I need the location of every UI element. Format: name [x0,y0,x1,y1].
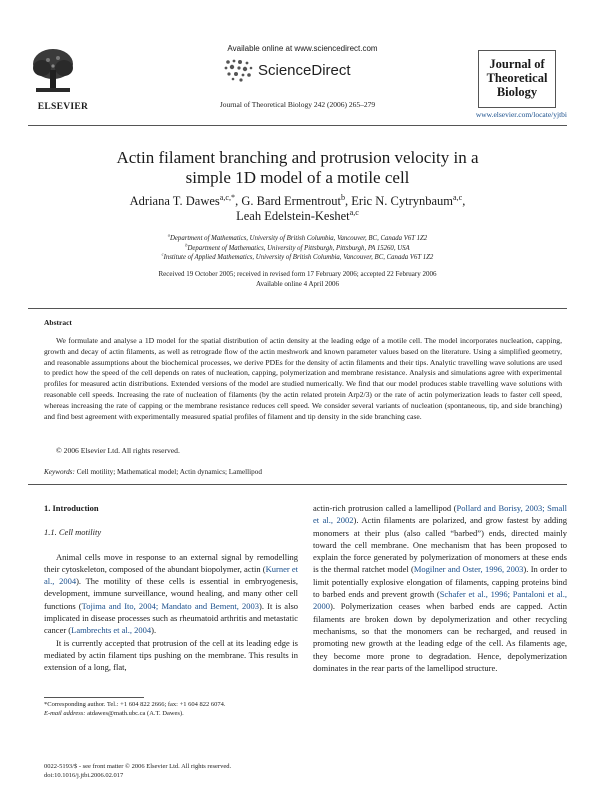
citation-link[interactable]: Pollard and Borisy, 2003; Small et al., 2002 [313,503,567,526]
paragraph-text: ). It is also implicated in disease processes such as rheumatoid arthritis and metastatic cancer ( [44,600,298,636]
author-name[interactable]: Adriana T. Dawes [129,194,220,208]
journal-logo-line: Theoretical [486,71,548,85]
body-paragraph [44,637,298,674]
email-address[interactable]: atdawes@math.ubc.ca (A.T. Dawes). [87,710,184,717]
author-name[interactable]: G. Bard Ermentrout [241,194,341,208]
citation-link[interactable]: Schafer et al., 1996; Pantaloni et al., 2000 [313,589,567,612]
keywords-bottom-rule [28,484,567,485]
author-separator: , [235,194,242,208]
journal-logo-line: Biology [496,85,538,99]
header-rule [28,125,567,126]
keywords-text: Cell motility; Mathematical model; Actin dynamics; Lamellipod [76,468,262,476]
article-history [60,270,535,289]
author-separator: , [462,194,466,208]
footnote-rule [44,697,144,698]
paragraph-text: ). In order to limit potentially explosive elongation of filaments, capping proteins bind to barbed ends and prevent growth ( [313,564,567,600]
affiliation-item [60,253,535,263]
abstract-body: We formulate and analyse a 1D model for the spatial distribution of actin density at the leading edge of a motile cell. The model incorporates nucleation, capping, growth and decay of actin filaments, as well as retrograde flow of the actin meshwork and known parameter values based on the literature. Using a simplified geometry, and reasonable assumptions about the biochemical processes, we derive PDEs for the density of actin filaments and their tips. Analytic travelling wave solutions are used to predict how the speed of the cell depends on rates of nucleation, capping, polymerization and membrane resistance. Analysis and simulations agree with experimental profiles for measured actin distributions. Extended versions of the model are studied numerically. We find that our model produces stable travelling wave solutions with reasonable cell speeds. Increasing the rate of nucleation of filaments (by the actin related protein Arp2/3) or the rate of actin polymerization leads to faster cell speed, whereas increasing the rate of capping or the membrane resistance reduces cell speed. We consider several variants of nucleation (spontaneous, tip, and side branching) and find best agreement with experimentally measured spatial profiles of filament and tip density in the side branching case. [44,336,562,421]
affiliation-marker: c [161,251,164,257]
paragraph-text: ). The motility of these cells is essential in embryogenesis, development, immune surveillance, wound healing, and many other cell functions ( [44,576,298,611]
available-online-text: Available online at www.sciencedirect.com [227,44,378,53]
right-column [313,502,567,674]
front-matter-line: 0022-5193/$ - see front matter © 2006 Elsevier Ltd. All rights reserved. [44,763,232,770]
author-list [60,194,535,224]
received-dates: Received 19 October 2005; received in revised form 17 February 2006; accepted 22 February 2006 [158,270,437,278]
author-affil-marker: a,c,* [219,192,236,202]
abstract-heading: Abstract [44,318,72,327]
paragraph-text: ). Actin filaments are polarized, and grow fastest by adding monomers at their plus (also called “barbed”) ends, directed mainly toward the cell membrane. One mechanism that has been proposed to explain the force generated by polymerization of monomers at these ends is the thermal ratchet model ( [313,515,567,575]
body-paragraph [44,551,298,637]
paragraph-text: ). Polymerization ceases when barbed ends are capped. Actin filaments are broken down by depolymerization and other recycling mechanisms, so that the monomers can be recharged, and reused in promoting new growth at the leading edge of the cell. As filaments age, they become more prone to degradation. Hence, depolymerization dominates in the rear parts of the lamellipod structure. [313,601,567,673]
affiliation-item [60,244,535,254]
keywords-label: Keywords: [44,468,75,476]
affiliation-item [60,234,535,244]
journal-url-link[interactable]: www.elsevier.com/locate/yjtbi [475,110,567,119]
author-name[interactable]: Eric N. Cytrynbaum [351,194,453,208]
sciencedirect-logo [222,56,402,84]
author-name[interactable]: Leah Edelstein-Keshet [236,209,350,223]
citation-link[interactable]: Tojima and Ito, 2004; Mandato and Bement, 2003 [81,600,259,611]
author-affil-marker: a,c [453,192,463,202]
abstract-top-rule [28,308,567,309]
affiliation-text: Institute of Applied Mathematics, University of British Columbia, Vancouver, BC, Canada V6T 1Z2 [163,254,434,261]
corresponding-author-note: *Corresponding author. Tel.: +1 604 822 2666; fax: +1 604 822 6074. [44,701,226,708]
doi-line[interactable]: doi:10.1016/j.jtbi.2006.02.017 [44,772,124,779]
affiliation-marker: a [167,232,170,238]
keywords-line [44,468,262,476]
section-heading: 1. Introduction [44,503,99,513]
author-affil-marker: b [340,192,346,202]
email-line [44,709,298,718]
available-online-date: Available online 4 April 2006 [255,279,340,288]
left-column [44,502,298,674]
affiliation-text: Department of Mathematics, University of Pittsburgh, Pittsburgh, PA 15260, USA [187,244,410,252]
sciencedirect-dots-icon [222,58,256,82]
sciencedirect-name: ScienceDirect [258,62,351,79]
title-line: Actin filament branching and protrusion velocity in a [116,148,479,167]
publisher-name: ELSEVIER [37,102,89,112]
elsevier-logo [28,46,98,112]
paragraph-text: actin-rich protrusion called a lamellipod ( [313,503,457,513]
affiliation-text: Department of Mathematics, University of British Columbia, Vancouver, BC, Canada V6T 1Z2 [170,235,428,242]
subsection-heading: 1.1. Cell motility [44,527,102,538]
email-label: E-mail address: [44,710,86,717]
elsevier-tree-icon [28,46,78,96]
citation-link[interactable]: Kurner et al., 2004 [44,563,298,587]
footnote [44,700,298,718]
affiliation-list [60,234,535,263]
abstract-copyright: © 2006 Elsevier Ltd. All rights reserved. [56,446,180,455]
citation-link[interactable]: Mogilner and Oster, 1996, 2003 [413,564,524,575]
page-footer [44,762,344,780]
paragraph-text: It is currently accepted that protrusion of the cell at its leading edge is mediated by actin filament tips pushing on the membrane. This results in extension of a long, flat, [44,637,298,673]
body-paragraph [313,502,567,674]
journal-logo-box [478,50,556,108]
paragraph-text: ). [151,625,157,636]
affiliation-marker: b [185,242,188,248]
paper-title [60,148,535,188]
author-separator: , [345,194,352,208]
title-line: simple 1D model of a motile cell [185,168,410,187]
author-affil-marker: a,c [349,207,359,217]
citation-link[interactable]: Lambrechts et al., 2004 [71,625,152,636]
journal-citation: Journal of Theoretical Biology 242 (2006) 265–279 [219,100,376,109]
journal-logo-line: Journal of [489,57,545,71]
paragraph-text: Animal cells move in response to an external signal by remodelling their cytoskeleton, composed of the abundant biopolymer, actin ( [44,551,298,574]
